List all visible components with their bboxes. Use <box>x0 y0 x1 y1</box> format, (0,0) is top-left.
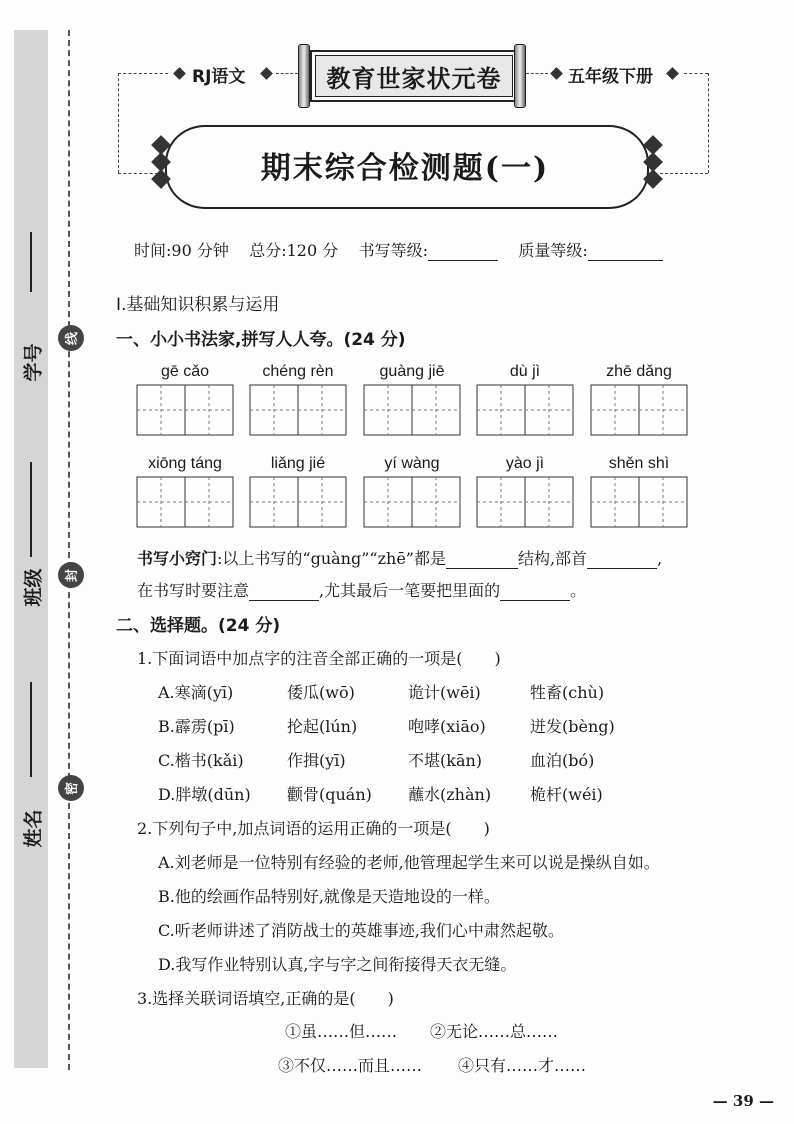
student-id-label: 学号 <box>22 343 45 382</box>
pinyin-label: yí wàng <box>384 455 440 472</box>
q2-3-stem: 3.选择关联词语填空,正确的是( ) <box>137 989 394 1008</box>
q2-2-option-a: A.刘老师是一位特别有经验的老师,他管理起学生来可以说是操纵自如。 <box>158 853 660 872</box>
total-score: 总分:120 分 <box>249 241 339 260</box>
quality-grade-label: 质量等级: <box>518 241 588 260</box>
part-heading: Ⅰ.基础知识积累与运用 <box>116 295 280 315</box>
writing-tip-line-2 <box>137 578 586 601</box>
option-c-word-3: 不堪(kān) <box>408 751 483 770</box>
tip-text: , <box>657 549 663 568</box>
name-label: 姓名 <box>22 809 45 848</box>
seal-seal-icon: 封 <box>58 562 84 588</box>
conjunction-4: ④只有……才…… <box>458 1056 587 1075</box>
class-label: 班级 <box>22 568 45 607</box>
radical-blank[interactable] <box>587 568 657 569</box>
structure-blank[interactable] <box>446 568 518 569</box>
time-limit: 时间:90 分钟 <box>134 241 229 260</box>
subject-tag: RJ语文 <box>192 67 246 87</box>
option-b-word-3: 咆哮(xiāo) <box>408 717 486 736</box>
option-b-word-2: 抡起(lún) <box>287 717 358 736</box>
option-c-word-2: 作揖(yī) <box>287 751 346 770</box>
conjunction-3: ③不仅……而且…… <box>278 1056 423 1075</box>
option-a-word-2: 倭瓜(wō) <box>287 683 355 702</box>
tip-text: 结构,部首 <box>517 549 588 568</box>
writing-tip-label: 书写小窍门 <box>137 549 218 568</box>
q2-heading: 二、选择题。(24 分) <box>116 616 281 636</box>
pinyin-label: dù jì <box>509 363 541 380</box>
tip-text: 在书写时要注意 <box>137 581 250 600</box>
q2-2-stem: 2.下列句子中,加点词语的运用正确的一项是( ) <box>137 819 490 838</box>
exam-title: 期末综合检测题(一) <box>260 151 550 186</box>
seal-line-icon: 线 <box>58 325 84 351</box>
option-b-word-4: 迸发(bèng) <box>530 717 615 736</box>
option-c-word-4: 血泊(bó) <box>530 751 595 770</box>
option-d-word-2: 颧骨(quán) <box>287 785 372 804</box>
tip-text: :以上书写的“guàng”“zhē”都是 <box>217 549 446 568</box>
pinyin-label: chéng rèn <box>262 363 334 380</box>
pinyin-label: yào jì <box>505 455 545 472</box>
conjunction-1: ①虽……但…… <box>285 1022 398 1041</box>
option-c-word-1: C.楷书(kǎi) <box>158 751 244 770</box>
q1-heading: 一、小小书法家,拼写人人夸。(24 分) <box>116 330 406 350</box>
tip-text: ,尤其最后一笔要把里面的 <box>319 581 501 600</box>
pinyin-label: guàng jiē <box>379 363 445 380</box>
pinyin-label: shěn shì <box>608 455 670 472</box>
option-d-word-1: D.胖墩(dūn) <box>158 785 251 804</box>
option-d-word-3: 蘸水(zhàn) <box>408 785 492 804</box>
option-d-word-4: 桅杆(wéi) <box>530 785 603 804</box>
banner-text: 教育世家状元卷 <box>310 50 518 102</box>
conjunction-2: ②无论……总…… <box>430 1022 559 1041</box>
last-stroke-blank[interactable] <box>500 600 570 601</box>
option-b-word-1: B.霹雳(pī) <box>158 717 235 736</box>
pinyin-label: gē cǎo <box>160 363 210 380</box>
q2-2-option-b: B.他的绘画作品特别好,就像是天造地设的一样。 <box>158 887 500 906</box>
writing-tip-line-1 <box>137 546 662 569</box>
tip-text: 。 <box>570 581 587 600</box>
pinyin-label: liǎng jié <box>270 455 326 472</box>
seal-secret-icon: 密 <box>58 775 84 801</box>
option-a-word-1: A.寒滴(yī) <box>158 683 234 702</box>
q2-2-option-c: C.听老师讲述了消防战士的英雄事迹,我们心中肃然起敬。 <box>158 921 564 940</box>
grade-tag: 五年级下册 <box>568 67 653 87</box>
attention-blank[interactable] <box>249 600 319 601</box>
q2-1-stem: 1.下面词语中加点字的注音全部正确的一项是( ) <box>137 649 501 668</box>
writing-grade-label: 书写等级: <box>358 241 428 260</box>
page-number: — 39 — <box>712 1092 774 1110</box>
pinyin-label: xiōng táng <box>148 455 222 472</box>
q2-2-option-d: D.我写作业特别认真,字与字之间衔接得天衣无缝。 <box>158 955 517 974</box>
option-a-word-3: 诡计(wēi) <box>408 683 481 702</box>
option-a-word-4: 牲畜(chù) <box>530 683 605 702</box>
pinyin-label: zhē dǎng <box>606 363 672 380</box>
